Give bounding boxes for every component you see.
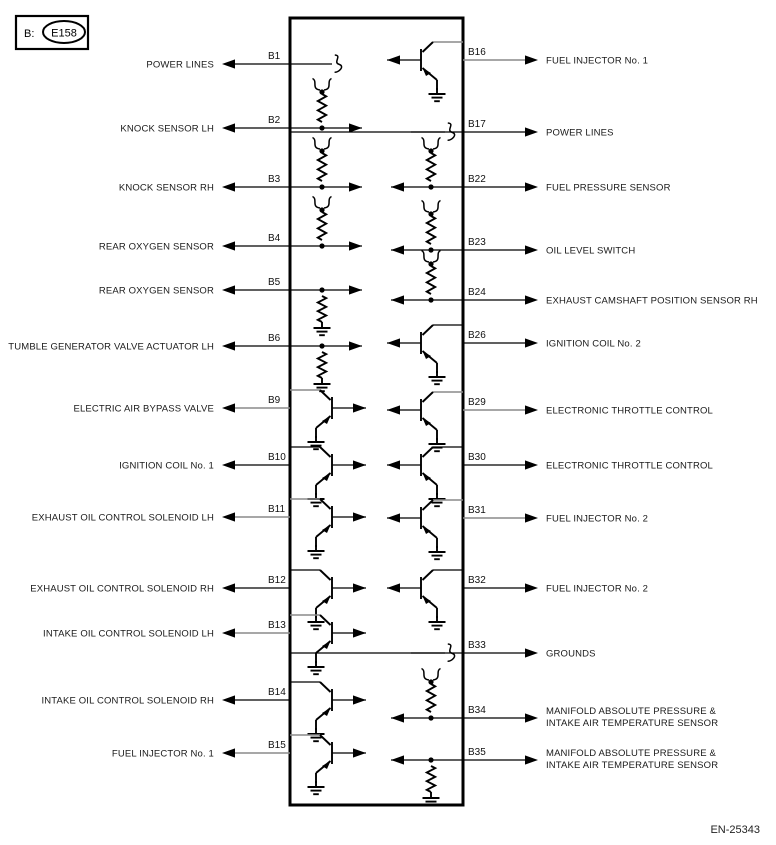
collector-lead <box>320 570 331 580</box>
circuit-row <box>391 251 758 307</box>
pin-arrow <box>222 583 235 592</box>
pin-number: B34 <box>468 705 486 716</box>
pin-label: FUEL INJECTOR No. 2 <box>546 513 649 525</box>
pin-number: B33 <box>468 640 486 651</box>
wire-break-squiggle-right <box>324 79 332 91</box>
pin-label: POWER LINES <box>546 127 614 139</box>
internal-arrow <box>391 182 404 191</box>
internal-arrow <box>349 241 362 250</box>
circuit-row <box>391 669 718 730</box>
pullup-wire-breaks <box>422 669 441 681</box>
internal-arrow <box>353 628 366 637</box>
internal-arrow <box>387 405 400 414</box>
internal-arrow <box>391 713 404 722</box>
circuit-row <box>387 500 648 559</box>
pin-label: EXHAUST CAMSHAFT POSITION SENSOR RH <box>546 295 758 307</box>
pullup-resistor <box>427 216 435 244</box>
junction-dot-bottom <box>319 243 324 248</box>
circuit-row <box>99 197 362 253</box>
pin-label: INTAKE OIL CONTROL SOLENOID RH <box>41 695 214 707</box>
pin-arrow <box>525 513 538 522</box>
circuit-row <box>41 682 366 741</box>
junction-dot-top <box>319 343 324 348</box>
pin-label: ELECTRIC AIR BYPASS VALVE <box>73 403 214 415</box>
ground-symbol <box>308 781 325 794</box>
resistor-zigzag <box>318 296 326 322</box>
junction-dot-bottom <box>319 125 324 130</box>
pin-number: B15 <box>268 740 286 751</box>
pin-number: B4 <box>268 233 281 244</box>
pin-number: B12 <box>268 575 286 586</box>
pullup-resistor <box>427 266 435 294</box>
pullup-wire-breaks <box>313 197 332 209</box>
pin-label: REAR OXYGEN SENSOR <box>98 285 214 297</box>
circuit-row <box>290 119 614 140</box>
pin-number: B9 <box>268 395 281 406</box>
pin-label: OIL LEVEL SWITCH <box>546 245 636 257</box>
pin-arrow <box>525 295 538 304</box>
pin-number: B11 <box>268 504 286 515</box>
pullup-resistor <box>427 153 435 181</box>
pin-number: B22 <box>468 174 486 185</box>
pulldown-resistor <box>318 296 326 322</box>
internal-arrow <box>391 295 404 304</box>
circuit-row <box>387 570 648 629</box>
ground-symbol <box>429 616 446 629</box>
pin-arrow <box>525 755 538 764</box>
junction-dot-top <box>428 757 433 762</box>
ground-symbol <box>429 88 446 101</box>
pin-number: B1 <box>268 51 281 62</box>
pin-number: B6 <box>268 333 281 344</box>
resistor-zigzag <box>427 684 435 712</box>
circuit-row <box>391 747 718 805</box>
pin-arrow <box>525 460 538 469</box>
resistor-zigzag <box>427 216 435 244</box>
internal-arrow <box>353 460 366 469</box>
pin-arrow <box>222 241 235 250</box>
pin-label: MANIFOLD ABSOLUTE PRESSURE & <box>546 706 716 717</box>
pin-arrow <box>222 460 235 469</box>
circuit-row <box>43 615 366 674</box>
pullup-resistor <box>318 94 326 122</box>
collector-lead <box>320 390 331 400</box>
circuit-row <box>290 640 596 661</box>
pin-number: B16 <box>468 47 486 58</box>
internal-arrow <box>353 403 366 412</box>
pullup-resistor <box>318 212 326 240</box>
circuit-row <box>146 51 341 72</box>
pin-number: B24 <box>468 287 486 298</box>
connector-header-box <box>16 16 88 49</box>
pin-number: B10 <box>268 452 286 463</box>
internal-arrow <box>353 512 366 521</box>
wire-break-squiggle-right <box>324 138 332 150</box>
pin-arrow <box>222 403 235 412</box>
pin-label: MANIFOLD ABSOLUTE PRESSURE & <box>546 748 716 759</box>
pin-number: B13 <box>268 620 286 631</box>
pin-label: FUEL INJECTOR No. 1 <box>546 55 649 67</box>
junction-dot-bottom <box>319 184 324 189</box>
resistor-zigzag <box>427 153 435 181</box>
junction-dot-top <box>428 211 433 216</box>
resistor-zigzag <box>318 352 326 378</box>
pin-label: IGNITION COIL No. 1 <box>119 460 214 472</box>
internal-arrow <box>353 748 366 757</box>
internal-arrow <box>353 695 366 704</box>
wire-break-squiggle-left <box>422 669 430 681</box>
pin-label: IGNITION COIL No. 2 <box>546 338 641 350</box>
pin-label: POWER LINES <box>146 59 214 71</box>
pin-arrow <box>525 713 538 722</box>
pin-label: ELECTRONIC THROTTLE CONTROL <box>546 405 713 417</box>
pin-arrow <box>222 341 235 350</box>
ground-symbol <box>429 371 446 384</box>
pin-arrow <box>525 405 538 414</box>
circuit-row <box>387 42 648 101</box>
circuit-row <box>30 570 366 629</box>
wire-break-squiggle-left <box>422 138 430 150</box>
pin-label-line2: INTAKE AIR TEMPERATURE SENSOR <box>546 760 719 771</box>
pin-number: B32 <box>468 575 486 586</box>
pin-label: INTAKE OIL CONTROL SOLENOID LH <box>43 628 214 640</box>
collector-lead <box>423 392 434 402</box>
pin-number: B30 <box>468 452 486 463</box>
pin-arrow <box>222 748 235 757</box>
collector-lead <box>423 447 434 457</box>
pin-number: B35 <box>468 747 486 758</box>
pin-arrow <box>525 583 538 592</box>
circuit-row <box>8 333 362 391</box>
pin-number: B29 <box>468 397 486 408</box>
internal-arrow <box>387 583 400 592</box>
pin-arrow <box>525 127 538 136</box>
pin-arrow <box>525 182 538 191</box>
junction-dot-bottom <box>428 184 433 189</box>
ground-symbol <box>314 322 331 335</box>
circuit-row <box>391 201 635 257</box>
wire-break-squiggle-left <box>313 138 321 150</box>
pin-label: EXHAUST OIL CONTROL SOLENOID RH <box>30 583 214 595</box>
circuit-row <box>387 447 713 506</box>
circuit-row <box>120 79 362 135</box>
pin-label: FUEL PRESSURE SENSOR <box>546 182 671 194</box>
circuit-row <box>387 392 713 451</box>
pin-label: ELECTRONIC THROTTLE CONTROL <box>546 460 713 472</box>
circuit-row <box>99 277 362 335</box>
pin-arrow <box>222 285 235 294</box>
internal-arrow <box>349 285 362 294</box>
pin-label-line2: INTAKE AIR TEMPERATURE SENSOR <box>546 718 719 729</box>
wire-break-squiggle-right <box>324 197 332 209</box>
internal-arrow <box>387 513 400 522</box>
internal-arrow <box>349 123 362 132</box>
junction-dot-top <box>319 287 324 292</box>
pin-label: FUEL INJECTOR No. 1 <box>111 748 214 760</box>
pin-arrow <box>222 123 235 132</box>
connector-code-label: E158 <box>51 27 77 40</box>
collector-lead <box>423 500 434 510</box>
wire-break-squiggle-left <box>313 79 321 91</box>
pin-arrow <box>222 182 235 191</box>
circuit-row <box>74 390 367 449</box>
pullup-wire-breaks <box>313 138 332 150</box>
collector-lead <box>320 682 331 692</box>
pin-arrow <box>525 648 538 657</box>
pin-number: B2 <box>268 115 281 126</box>
wire-break-squiggle <box>335 55 342 72</box>
pin-arrow <box>222 695 235 704</box>
pin-label: KNOCK SENSOR LH <box>120 123 214 135</box>
ground-symbol <box>429 546 446 559</box>
internal-arrow <box>387 55 400 64</box>
collector-lead <box>320 499 331 509</box>
junction-dot-bottom <box>428 297 433 302</box>
pin-label: KNOCK SENSOR RH <box>118 182 214 194</box>
internal-arrow <box>349 341 362 350</box>
pullup-wire-breaks <box>422 201 441 213</box>
circuit-rows-group <box>8 42 758 805</box>
wire-break-squiggle-left <box>422 251 430 263</box>
pin-label: TUMBLE GENERATOR VALVE ACTUATOR LH <box>8 341 214 353</box>
internal-arrow <box>391 755 404 764</box>
internal-arrow <box>353 583 366 592</box>
pin-label: GROUNDS <box>546 648 596 660</box>
circuit-row <box>32 499 366 558</box>
junction-dot-top <box>319 207 324 212</box>
pin-arrow <box>222 512 235 521</box>
pin-number: B17 <box>468 119 486 130</box>
wire-break-squiggle-right <box>433 669 441 681</box>
pin-arrow <box>525 245 538 254</box>
pullup-wire-breaks <box>422 138 441 150</box>
pullup-resistor <box>427 684 435 712</box>
junction-dot-top <box>428 261 433 266</box>
internal-arrow <box>387 338 400 347</box>
junction-dot-top <box>319 148 324 153</box>
pin-number: B31 <box>468 505 486 516</box>
junction-dot-top <box>319 89 324 94</box>
wire-break-squiggle-right <box>433 138 441 150</box>
pin-arrow <box>222 628 235 637</box>
wire-break-squiggle-left <box>422 201 430 213</box>
pin-label: REAR OXYGEN SENSOR <box>98 241 214 253</box>
pullup-wire-breaks <box>313 79 332 91</box>
junction-dot-bottom <box>428 247 433 252</box>
pin-number: B23 <box>468 237 486 248</box>
ground-symbol <box>308 661 325 674</box>
wire-break-squiggle-right <box>433 201 441 213</box>
pin-label: EXHAUST OIL CONTROL SOLENOID LH <box>31 512 214 524</box>
circuit-row <box>119 447 366 506</box>
pin-number: B26 <box>468 330 486 341</box>
wire-break-squiggle-right <box>433 251 441 263</box>
internal-arrow <box>349 182 362 191</box>
pin-label: FUEL INJECTOR No. 2 <box>546 583 649 595</box>
wire-break-squiggle-left <box>313 197 321 209</box>
pin-number: B14 <box>268 687 286 698</box>
ecu-connector-body <box>290 18 463 805</box>
junction-dot-top <box>428 679 433 684</box>
resistor-zigzag <box>318 94 326 122</box>
pin-number: B3 <box>268 174 281 185</box>
circuit-row <box>112 735 366 794</box>
junction-dot-top <box>428 148 433 153</box>
internal-arrow <box>391 245 404 254</box>
circuit-row <box>391 138 671 194</box>
collector-lead <box>320 615 331 625</box>
pullup-resistor <box>318 153 326 181</box>
collector-lead <box>423 570 434 580</box>
resistor-zigzag <box>318 212 326 240</box>
collector-lead <box>423 325 434 335</box>
collector-lead <box>320 735 331 745</box>
circuit-row <box>119 138 362 194</box>
ground-symbol <box>423 792 440 805</box>
connector-prefix-label: B: <box>24 28 35 40</box>
collector-lead <box>320 447 331 457</box>
pin-arrow <box>525 55 538 64</box>
resistor-zigzag <box>318 153 326 181</box>
junction-dot-bottom <box>428 715 433 720</box>
ground-symbol <box>308 545 325 558</box>
pulldown-resistor <box>318 352 326 378</box>
pin-arrow <box>222 59 235 68</box>
pin-number: B5 <box>268 277 281 288</box>
resistor-zigzag <box>427 266 435 294</box>
circuit-row <box>387 325 641 384</box>
internal-arrow <box>387 460 400 469</box>
footer-code: EN-25343 <box>710 824 760 836</box>
collector-lead <box>423 42 434 52</box>
resistor-zigzag <box>427 766 435 792</box>
pin-arrow <box>525 338 538 347</box>
pulldown-resistor <box>427 766 435 792</box>
